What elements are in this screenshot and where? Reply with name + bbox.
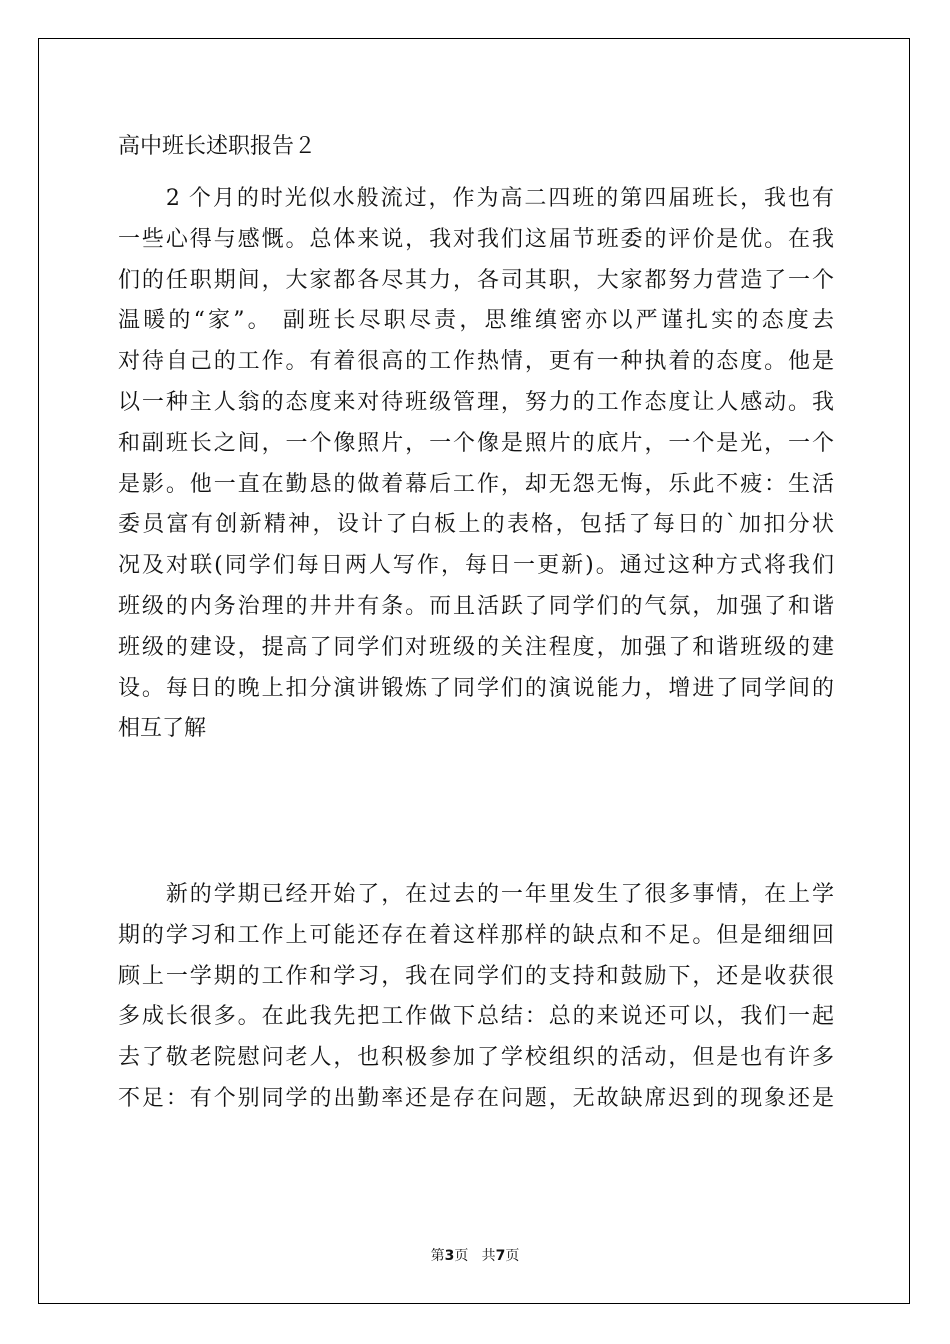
text-line: 去了敬老院慰问老人，也积极参加了学校组织的活动，但是也有许多: [118, 1045, 834, 1071]
text-line: 新的学期已经开始了，在过去的一年里发生了很多事情，在上学: [118, 882, 834, 907]
text-line: 是影。他一直在勤恳的做着幕后工作，却无怨无悔，乐此不疲：生活: [118, 471, 834, 497]
text-line: 班级的内务治理的井井有条。而且活跃了同学们的气氛，加强了和谐: [118, 594, 834, 619]
total-prefix: 共: [481, 1248, 496, 1264]
text-line: 和副班长之间，一个像照片，一个像是照片的底片，一个是光，一个: [118, 430, 834, 456]
text-line: 多成长很多。在此我先把工作做下总结：总的来说还可以，我们一起: [118, 1004, 834, 1030]
page-prefix: 第: [430, 1248, 445, 1264]
text-line: 况及对联(同学们每日两人写作，每日一更新)。通过这种方式将我们: [118, 553, 834, 579]
page-suffix: 页: [454, 1248, 469, 1264]
text-line: 对待自己的工作。有着很高的工作热情，更有一种执着的态度。他是: [118, 349, 834, 375]
page-footer: [0, 1246, 950, 1266]
text-line: 以一种主人翁的态度来对待班级管理，努力的工作态度让人感动。我: [118, 390, 834, 415]
text-line: 不足：有个别同学的出勤率还是存在问题，无故缺席迟到的现象还是: [118, 1086, 834, 1111]
text-line: 2 个月的时光似水般流过，作为高二四班的第四届班长，我也有: [118, 186, 834, 211]
text-line: 委员富有创新精神，设计了白板上的表格，包括了每日的`加扣分状: [118, 512, 834, 538]
text-line: 温暖的“家”。 副班长尽职尽责，思维缜密亦以严谨扎实的态度去: [118, 308, 834, 334]
text-line: 们的任职期间，大家都各尽其力，各司其职，大家都努力营造了一个: [118, 267, 834, 293]
page-number: 3: [444, 1248, 455, 1264]
text-line: 顾上一学期的工作和学习，我在同学们的支持和鼓励下，还是收获很: [118, 963, 834, 989]
text-line: 相互了解: [118, 716, 207, 742]
text-line: 班级的建设，提高了同学们对班级的关注程度，加强了和谐班级的建: [118, 634, 834, 660]
text-line: 一些心得与感慨。总体来说，我对我们这届节班委的评价是优。在我: [118, 226, 834, 252]
total-suffix: 页: [505, 1248, 520, 1264]
text-line: 期的学习和工作上可能还存在着这样那样的缺点和不足。但是细细回: [118, 922, 834, 948]
text-line: 设。每日的晚上扣分演讲锻炼了同学们的演说能力，增进了同学间的: [118, 675, 834, 701]
document-title: 高中班长述职报告２: [118, 134, 317, 159]
total-pages: 7: [495, 1248, 506, 1264]
